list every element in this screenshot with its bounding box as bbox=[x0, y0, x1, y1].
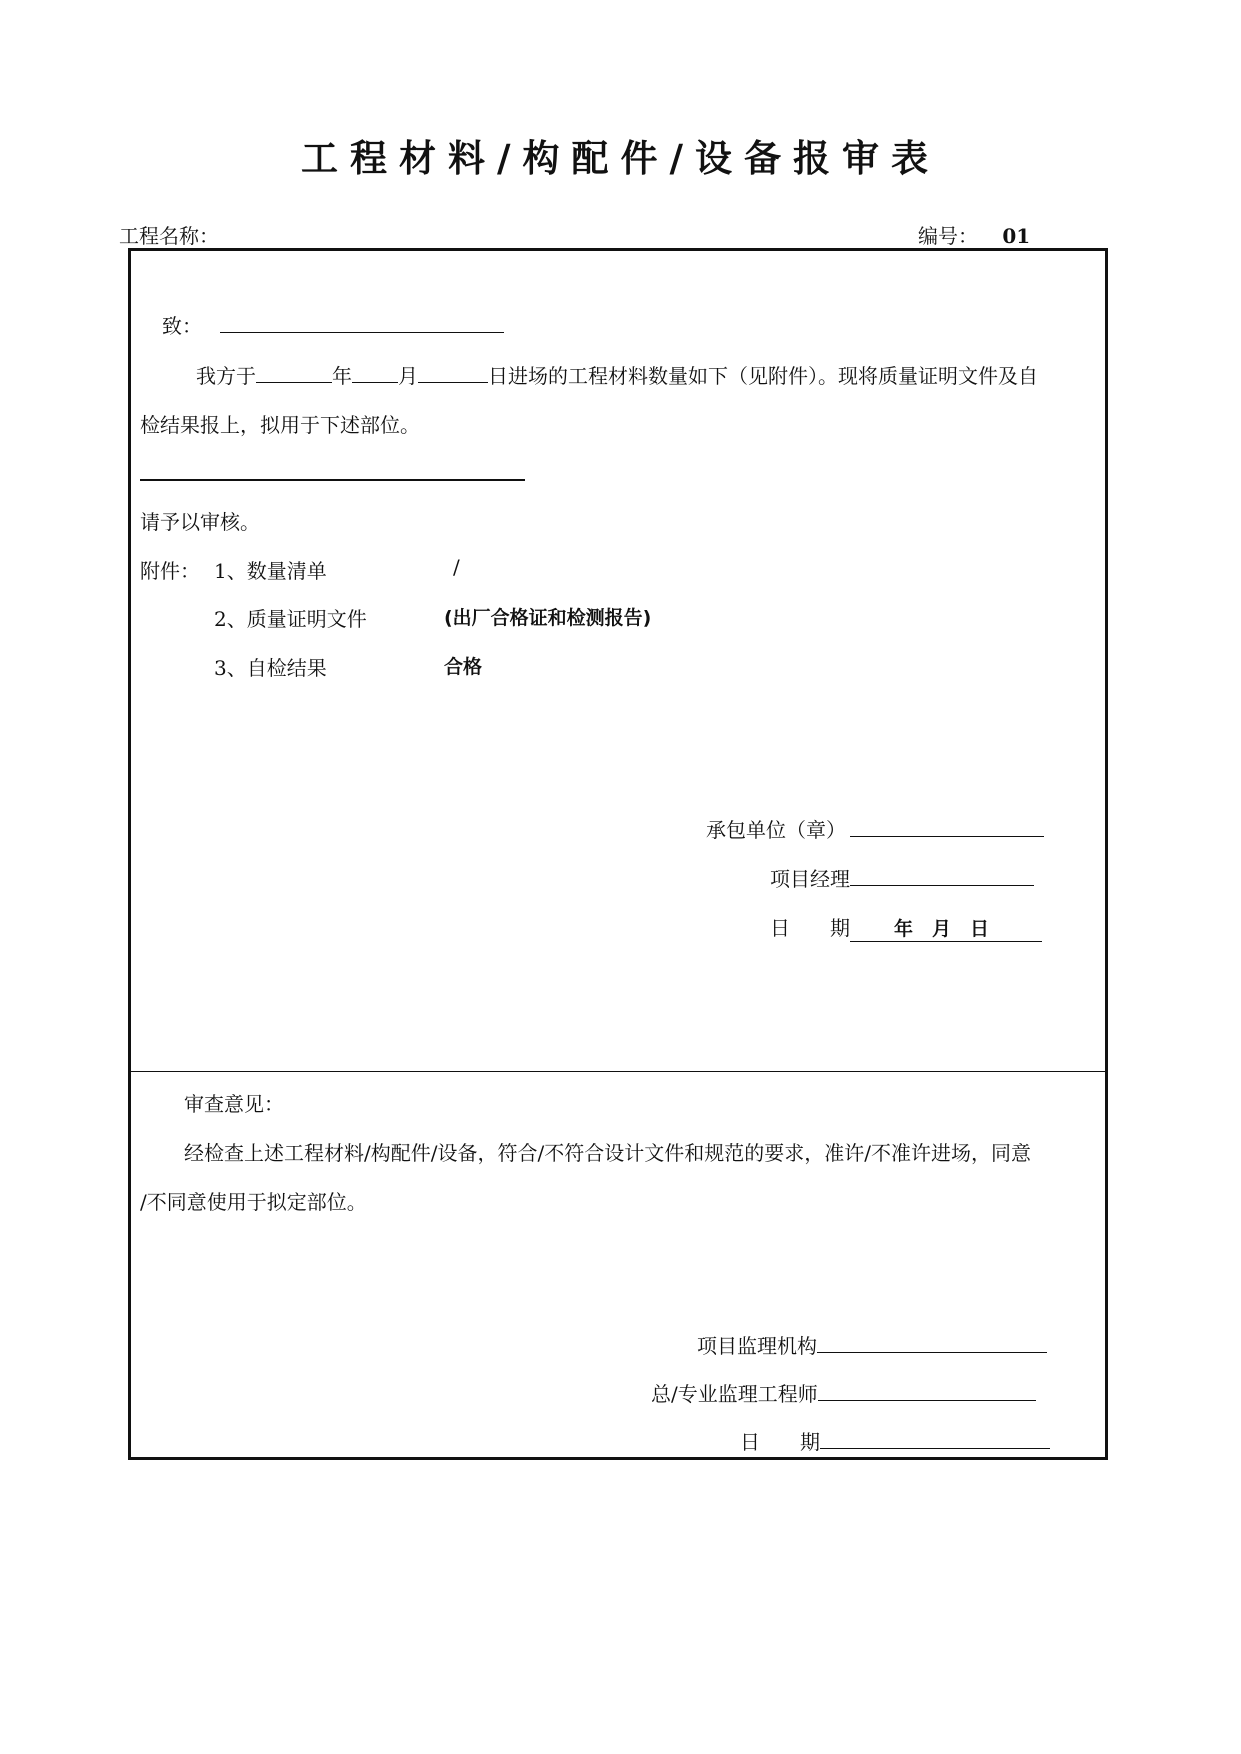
submission-date-value[interactable]: 年 月 日 bbox=[850, 914, 1042, 942]
review-date-label: 日 期 bbox=[740, 1430, 820, 1454]
submission-date-line bbox=[770, 912, 1042, 942]
month-label: 月 bbox=[398, 364, 418, 388]
form-number bbox=[918, 220, 1030, 249]
review-body-line-2: /不同意使用于拟定部位。 bbox=[140, 1190, 367, 1214]
body-part2: 日进场的工程材料数量如下（见附件）。现将质量证明文件及自 bbox=[488, 364, 1038, 388]
to-label: 致： bbox=[162, 314, 202, 338]
to-line bbox=[162, 310, 504, 339]
supervision-org-field[interactable] bbox=[817, 1330, 1047, 1353]
engineer-label: 总/专业监理工程师 bbox=[651, 1382, 818, 1406]
form-title: 工程材料/构配件/设备报审表 bbox=[300, 137, 941, 180]
attachment-1-value: / bbox=[453, 555, 460, 579]
contractor-field[interactable] bbox=[850, 814, 1044, 837]
month-field[interactable] bbox=[352, 360, 398, 383]
attachment-3-value: 合格 bbox=[444, 656, 483, 678]
manager-line bbox=[770, 863, 1034, 892]
contractor-line bbox=[706, 814, 1044, 843]
review-heading: 审查意见： bbox=[184, 1092, 284, 1116]
attachment-2-value: (出厂合格证和检测报告) bbox=[444, 607, 652, 629]
supervision-org-label: 项目监理机构 bbox=[697, 1334, 817, 1358]
request-text: 请予以审核。 bbox=[140, 510, 260, 534]
year-label: 年 bbox=[332, 364, 352, 388]
form-number-value: 01 bbox=[1002, 224, 1031, 248]
manager-field[interactable] bbox=[850, 863, 1034, 886]
engineer-field[interactable] bbox=[818, 1378, 1036, 1401]
location-field[interactable] bbox=[140, 479, 525, 481]
body-line-1 bbox=[196, 360, 1038, 389]
attachment-3-label: 3、自检结果 bbox=[214, 656, 327, 680]
review-body-line-1: 经检查上述工程材料/构配件/设备，符合/不符合设计文件和规范的要求，准许/不准许进场，同意 bbox=[184, 1141, 1031, 1165]
manager-label: 项目经理 bbox=[770, 867, 850, 891]
year-field[interactable] bbox=[256, 360, 332, 383]
contractor-label: 承包单位（章） bbox=[706, 818, 846, 842]
recipient-field[interactable] bbox=[220, 310, 504, 333]
review-date-line bbox=[740, 1426, 1050, 1455]
attachments-label: 附件： bbox=[140, 559, 200, 583]
review-date-field[interactable] bbox=[820, 1426, 1050, 1449]
attachment-2-label: 2、质量证明文件 bbox=[214, 607, 367, 631]
day-field[interactable] bbox=[418, 360, 488, 383]
form-number-label: 编号： bbox=[918, 224, 978, 248]
body-part1: 我方于 bbox=[196, 364, 256, 388]
body-line-2: 检结果报上，拟用于下述部位。 bbox=[140, 413, 420, 437]
supervision-org-line bbox=[697, 1330, 1047, 1359]
engineer-line bbox=[651, 1378, 1036, 1407]
attachment-1-label: 1、数量清单 bbox=[214, 559, 327, 583]
submission-date-label: 日 期 bbox=[770, 916, 850, 940]
section-divider bbox=[131, 1071, 1105, 1072]
project-name-label: 工程名称： bbox=[119, 224, 219, 248]
